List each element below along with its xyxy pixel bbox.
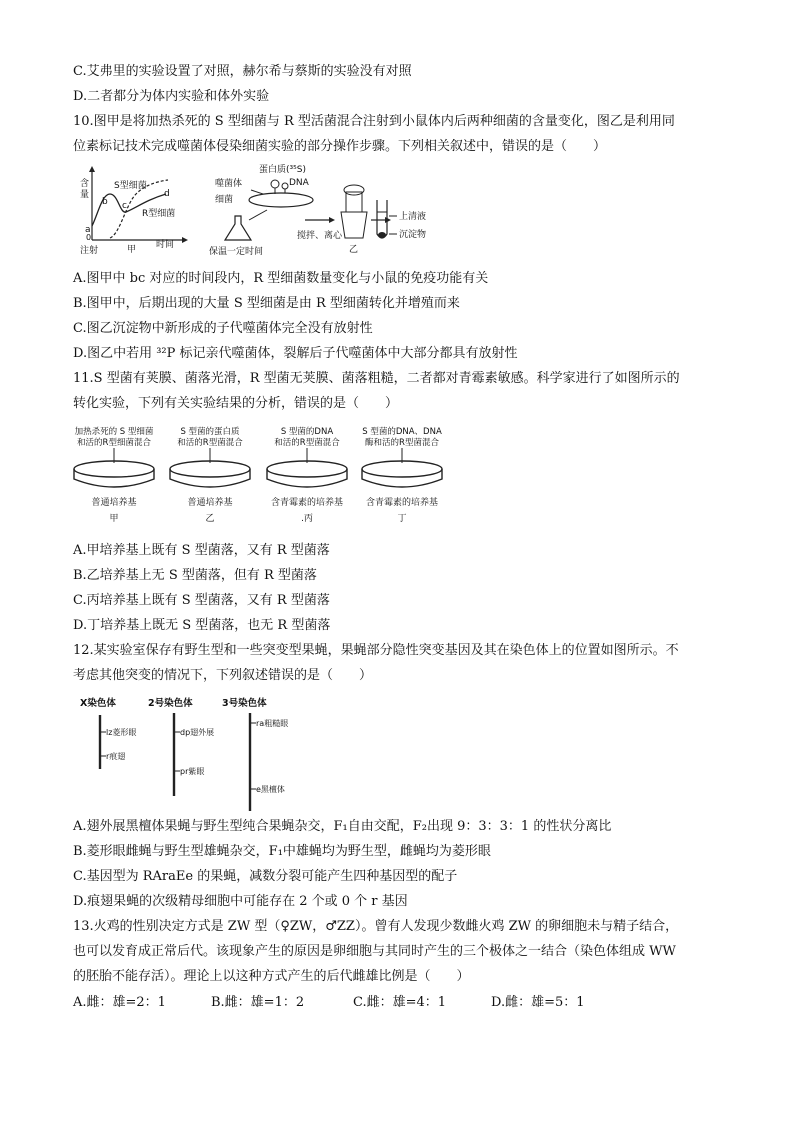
chrom-2-gene-1: dp翅外展 [180,728,215,737]
q11-option-d: D.丁培养基上既无 S 型菌落，也无 R 型菌落 [73,618,331,633]
q10-figure-yi [205,162,470,260]
jia-point-c: c [122,201,127,211]
jia-time: 时间 [156,240,175,250]
q10-figure-jia [80,164,200,260]
q12-stem-2: 考虑其他突变的情况下，下列叙述错误的是（ ） [73,668,373,683]
dish-jia-rim [74,461,154,477]
q12-figure-chromosomes [78,693,318,813]
q12-option-a: A.翅外展黑檀体果蝇与野生型纯合果蝇杂交，F₁自由交配，F₂出现 9：3：3：1 的性状分离比 [73,819,612,834]
jia-point-b: b [102,197,108,207]
jia-point-o: 0 [86,233,92,242]
dish-bing-wall [267,469,347,487]
dish-bing-rim [267,461,347,477]
yi-flask-arrow [249,210,267,220]
chrom-x-title: X染色体 [80,698,116,709]
q10-option-d: D.图乙中若用 ³²P 标记亲代噬菌体，裂解后子代噬菌体中大部分都具有放射性 [73,346,518,361]
q13-stem-1: 13.火鸡的性别决定方式是 ZW 型（♀ZW，♂ZZ）。曾有人发现少数雌火鸡 ZW 的卵细胞未与精子结合， [73,919,679,934]
jia-x-arrow [182,237,188,243]
q12-stem-1: 12.某实验室保存有野生型和一些突变型果蝇，果蝇部分隐性突变基因及其在染色体上的位置如图所示。不 [73,643,679,658]
q11-stem-1: 11.S 型菌有荚膜、菌落光滑，R 型菌无荚膜、菌落粗糙，二者都对青霉素敏感。科学家进行了如图所示的 [73,371,680,386]
dish-jia-name: 甲 [109,514,119,524]
yi-phage-pointer [251,190,263,194]
dish-bing-medium: 含青霉素的培养基 [270,498,344,508]
yi-stir: 搅拌、离心 [297,231,343,241]
dish-jia-top-1: 加热杀死的 S 型细菌 [74,427,154,437]
yi-phage-head-2 [282,183,288,189]
chrom-x-gene-2: r痕翅 [106,752,126,761]
q13-stem-3: 的胚胎不能存活）。理论上以这种方式产生的后代雌雄比例是（ ） [73,969,470,984]
yi-phage-head [271,180,279,188]
jia-ylabel-1: 含 [80,179,90,189]
yi-protein-label: 蛋白质(³⁵S) [259,165,306,175]
jia-y-arrow [89,166,95,172]
q9-option-d: D.二者都分为体内实验和体外实验 [73,89,270,104]
q10-stem-2: 位素标记技术完成噬菌体侵染细菌实验的部分操作步骤。下列相关叙述中，错误的是（ ） [73,139,607,154]
chrom-3-gene-1: ra粗糙眼 [256,719,289,728]
q13-option-b: B.雌：雄=1：2 [211,995,305,1010]
dish-jia-top-2: 和活的R型细菌混合 [77,438,151,448]
dish-yi-wall [170,469,250,487]
dish-bing-name: .丙 [301,514,313,524]
dish-ding [362,426,442,524]
yi-flask [225,216,251,240]
dish-jia [74,426,154,524]
q12-option-c: C.基因型为 RAraEe 的果蝇，减数分裂可能产生四种基因型的配子 [73,869,458,884]
dish-bing-top-2: 和活的R型菌混合 [274,438,340,448]
jia-point-a: a [85,225,91,235]
q13-option-a: A.雌：雄=2：1 [73,995,166,1010]
dish-bing-top-1: S 型菌的DNA [280,427,334,437]
yi-centrifuge-base [341,212,367,238]
yi-tube-sediment [378,232,386,238]
q11-option-a: A.甲培养基上既有 S 型菌落，又有 R 型菌落 [73,543,330,558]
chrom-3-title: 3号染色体 [222,698,267,709]
chrom-2-gene-2: pr紫眼 [180,767,205,776]
dish-ding-medium: 含青霉素的培养基 [365,498,439,508]
dish-ding-top-1: S 型菌的DNA、DNA [362,427,442,437]
dish-jia-wall [74,469,154,487]
yi-step-arrowhead [329,217,335,223]
q11-stem-2: 转化实验，下列有关实验结果的分析，错误的是（ ） [73,396,399,411]
q13-stem-2: 也可以发育成正常后代。该现象产生的原因是卵细胞与其同时产生的三个极体之一结合（染色体组成 WW [73,944,676,959]
yi-keep-warm: 保温一定时间 [209,247,264,257]
q10-option-b: B.图甲中，后期出现的大量 S 型细菌是由 R 型细菌转化并增殖而来 [73,296,460,311]
yi-bacterium [249,193,313,207]
q13-options [73,993,733,1013]
q11-option-b: B.乙培养基上无 S 型菌落，但有 R 型菌落 [73,568,317,583]
q10-option-a: A.图甲中 bc 对应的时间段内，R 型细菌数量变化与小鼠的免疫功能有关 [73,271,489,286]
yi-phage-label: 噬菌体 [215,179,243,189]
jia-name: 甲 [127,245,137,255]
jia-ylabel-2: 量 [80,190,90,200]
yi-name: 乙 [349,245,359,255]
dish-ding-rim [362,461,442,477]
q11-option-c: C.丙培养基上既有 S 型菌落，又有 R 型菌落 [73,593,330,608]
yi-bacteria-label: 细菌 [215,195,234,205]
yi-sediment: 沉淀物 [399,230,427,240]
jia-point-d: d [164,189,170,199]
q13-option-d: D.雌：雄=5：1 [491,995,585,1010]
dish-yi-medium: 普通培养基 [187,498,233,508]
dish-yi [170,426,250,524]
yi-dna-label: DNA [289,178,309,188]
yi-step-arrowhead-2 [385,217,391,223]
dish-yi-top-2: 和活的R型菌混合 [177,438,243,448]
dish-jia-medium: 普通培养基 [91,498,137,508]
dish-bing [267,426,347,524]
q12-option-d: D.痕翅果蝇的次级精母细胞中可能存在 2 个或 0 个 r 基因 [73,894,408,909]
dish-ding-name: 丁 [397,514,407,524]
q10-option-c: C.图乙沉淀物中新形成的子代噬菌体完全没有放射性 [73,321,373,336]
dish-yi-rim [170,461,250,477]
chrom-3-gene-2: e黑檀体 [256,785,285,794]
jia-inject: 注射 [80,246,99,256]
yi-centrifuge-top [344,185,364,195]
dish-ding-wall [362,469,442,487]
q10-stem-1: 10.图甲是将加热杀死的 S 型细菌与 R 型活菌混合注射到小鼠体内后两种细菌的含量变化，图乙是利用同 [73,114,675,129]
jia-r-label: R型细菌 [142,209,176,219]
chrom-2-title: 2号染色体 [148,698,193,709]
q11-figure-dishes [70,423,450,531]
q12-option-b: B.菱形眼雌蝇与野生型雄蝇杂交，F₁中雄蝇均为野生型，雌蝇均为菱形眼 [73,844,491,859]
dish-ding-top-2: 酶和活的R型菌混合 [365,438,439,448]
dish-yi-name: 乙 [205,514,215,524]
dish-yi-top-1: S 型菌的蛋白质 [180,427,240,437]
chrom-x-gene-1: lz菱形眼 [106,728,137,737]
yi-supernatant: 上清液 [399,212,427,222]
q9-option-c: C.艾弗里的实验设置了对照，赫尔希与蔡斯的实验没有对照 [73,64,412,79]
q13-option-c: C.雌：雄=4：1 [353,995,447,1010]
jia-s-label: S型细菌 [114,181,147,191]
